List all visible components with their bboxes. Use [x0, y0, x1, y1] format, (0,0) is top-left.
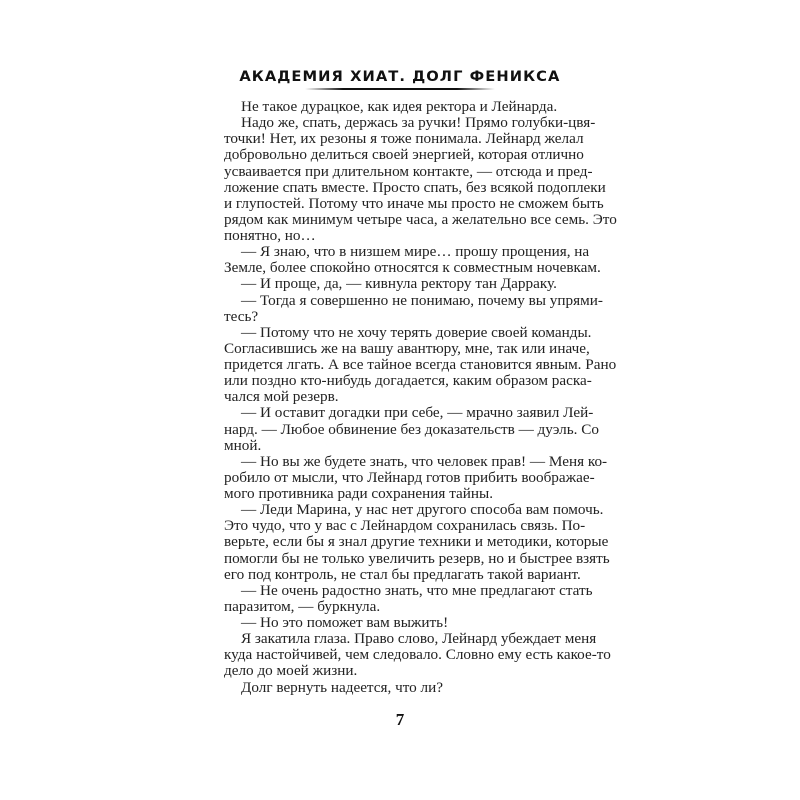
text-line: — И оставит догадки при себе, — мрачно заявил Лей- — [241, 404, 594, 422]
body-text — [224, 98, 617, 696]
running-header — [0, 68, 800, 90]
text-line: верьте, если бы я знал другие техники и методики, которые — [224, 533, 609, 551]
running-title: АКАДЕМИЯ ХИАТ. ДОЛГ ФЕНИКСА — [239, 69, 561, 85]
text-line: рядом как минимум четыре часа, а желательно все семь. Это — [224, 210, 617, 228]
text-line: — Я знаю, что в низшем мире… прошу прощения, на — [241, 243, 590, 261]
text-line: понятно, но… — [224, 227, 316, 244]
text-line: нард. — Любое обвинение без доказательств — дуэль. Со — [224, 420, 599, 438]
text-line: — Но это поможет вам выжить! — [241, 614, 449, 631]
text-line: чался мой резерв. — [224, 388, 339, 406]
text-line: Согласившись же на вашу авантюру, мне, так или иначе, — [224, 339, 590, 357]
text-line: — Не очень радостно знать, что мне предлагают стать — [241, 581, 593, 599]
page-number: 7 — [395, 710, 405, 729]
text-line: его под контроль, не стал бы предлагать такой вариант. — [224, 565, 581, 583]
text-line: помогли бы не только увеличить резерв, но и быстрее взять — [224, 549, 610, 567]
text-line: дело до моей жизни. — [224, 662, 358, 680]
text-line: усваивается при длительном контакте, — отсюда и пред- — [224, 162, 593, 180]
text-line: точки! Нет, их резоны я тоже понимала. Лейнард желал — [224, 130, 584, 148]
text-line: Долг вернуть надеется, что ли? — [241, 678, 443, 696]
text-line: придется лгать. А все тайное всегда становится явным. Рано — [224, 356, 617, 373]
text-line: мого противника ради сохранения тайны. — [224, 485, 494, 502]
text-line: Это чудо, что у вас с Лейнардом сохранилась связь. По- — [224, 517, 586, 535]
header-rule — [305, 88, 495, 90]
text-line: — Тогда я совершенно не понимаю, почему вы упрями- — [241, 291, 603, 309]
text-line: ложение спать вместе. Просто спать, без всякой подоплеки — [224, 178, 606, 196]
text-line: — Потому что не хочу терять доверие своей команды. — [241, 323, 592, 341]
text-line: робило от мысли, что Лейнард готов прибить воображае- — [224, 468, 595, 486]
text-line: Надо же, спать, держась за ручки! Прямо голубки-цвя- — [241, 114, 596, 132]
text-line: Я закатила глаза. Право слово, Лейнард убеждает меня — [241, 630, 597, 648]
text-line: паразитом, — буркнула. — [224, 597, 381, 615]
text-line: тесь? — [224, 307, 259, 325]
text-line: — Леди Марина, у нас нет другого способа вам помочь. — [241, 501, 604, 519]
text-line: Не такое дурацкое, как идея ректора и Лейнарда. — [241, 98, 558, 115]
text-line: или поздно кто-нибудь догадается, каким образом раска- — [224, 372, 592, 390]
text-line: и глупостей. Потому что иначе мы просто не сможем быть — [224, 194, 604, 212]
text-line: — И проще, да, — кивнула ректору тан Дарраку. — [241, 275, 557, 293]
text-line: Земле, более спокойно относятся к совместным ночевкам. — [224, 259, 601, 277]
text-line: мной. — [224, 436, 262, 454]
text-line: добровольно делиться своей энергией, которая отлично — [224, 146, 584, 164]
text-line: — Но вы же будете знать, что человек прав! — Меня ко- — [241, 452, 608, 470]
text-line: куда настойчивей, чем следовало. Словно ему есть какое-то — [224, 646, 611, 664]
